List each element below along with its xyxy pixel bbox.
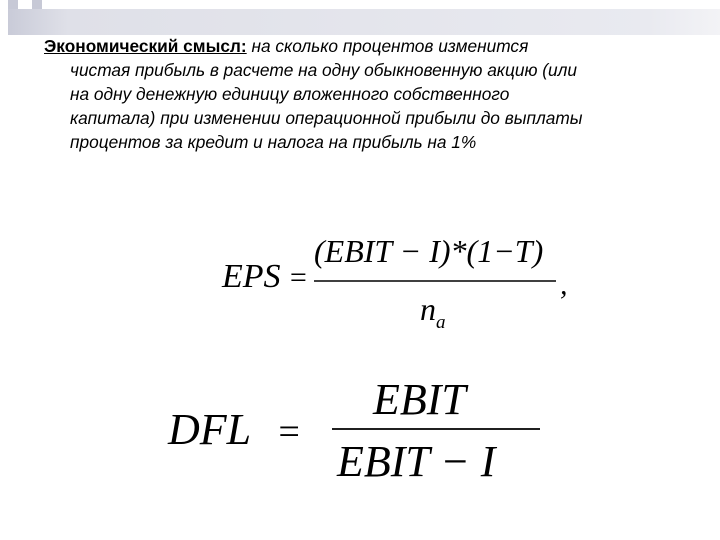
eps-lhs: EPS — [222, 258, 281, 295]
dfl-equals: = — [276, 411, 302, 453]
lead-rest: на сколько процентов изменится — [246, 36, 529, 56]
eps-comma: , — [560, 268, 568, 301]
dfl-lhs: DFL — [168, 405, 252, 454]
eps-denominator: $n_a$ — [420, 291, 446, 333]
continuation-line: чистая прибыль в расчете на одну обыкновенную акцию (или — [70, 60, 577, 80]
eps-equals: = — [288, 261, 309, 294]
eps-numerator: (EBIT − I)*(1−T) — [314, 233, 544, 269]
dfl-numerator: EBIT — [373, 375, 466, 424]
continuation-line: на одну денежную единицу вложенного собственного — [70, 84, 510, 104]
continuation-line: процентов за кредит и налога на прибыль на 1% — [70, 132, 477, 152]
continuation-line: капитала) при изменении операционной прибыли до выплаты — [70, 108, 583, 128]
dfl-denominator: EBIT − I — [337, 437, 496, 486]
lead-label: Экономический смысл: — [44, 36, 247, 56]
